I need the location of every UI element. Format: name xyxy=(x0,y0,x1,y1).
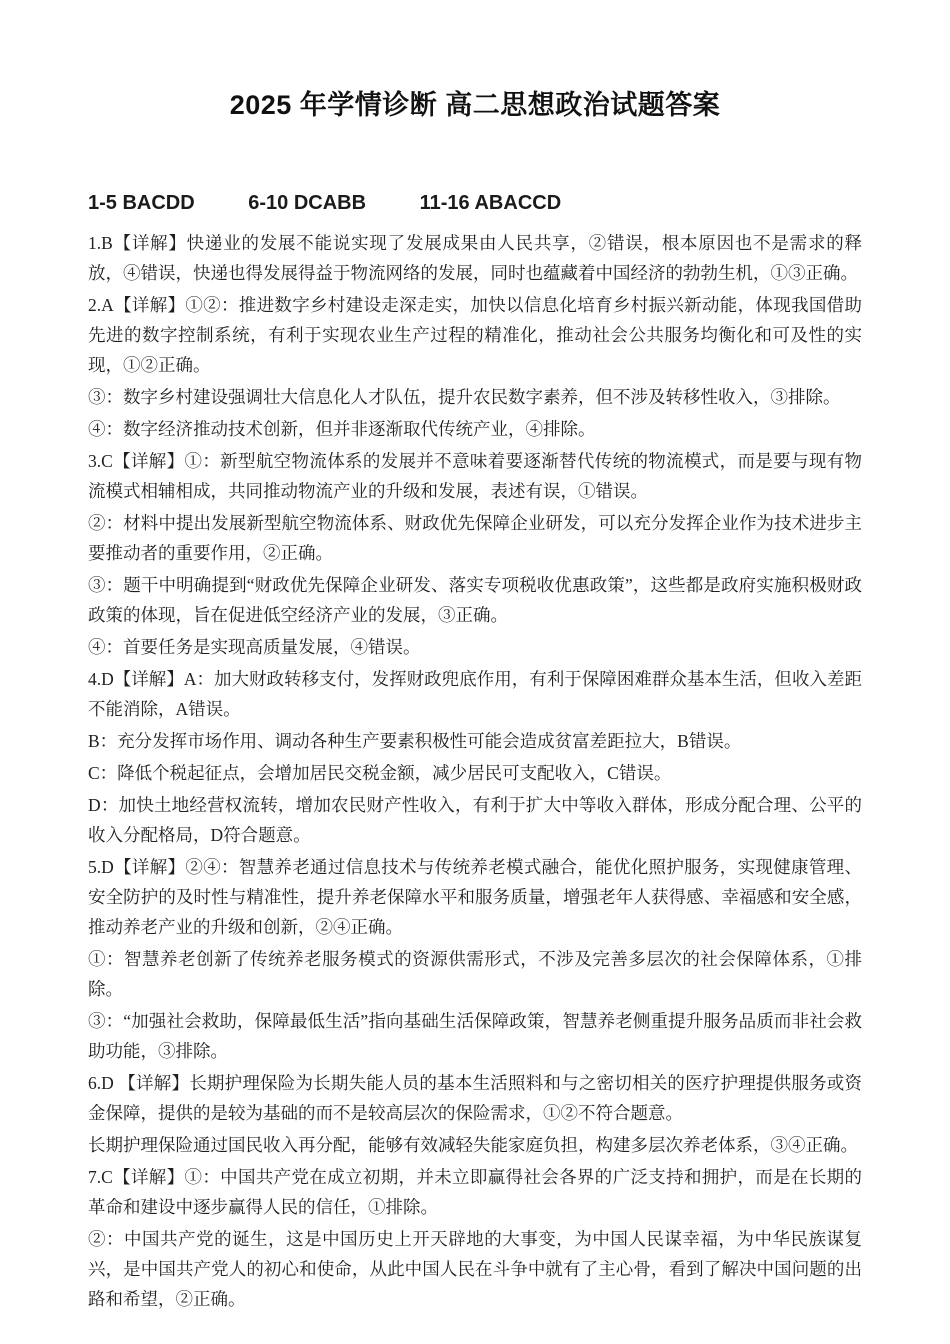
explanation-paragraph: 5.D【详解】②④：智慧养老通过信息技术与传统养老模式融合，能优化照护服务，实现健康管理、安全防护的及时性与精准性，提升养老保障水平和服务质量，增强老年人获得感、幸福感和安全感，推动养老产业的升级和创新，②④正确。 xyxy=(88,857,862,937)
explanations-body xyxy=(88,228,862,1314)
answer-key-summary xyxy=(88,190,862,216)
section-question-3 xyxy=(88,446,862,662)
explanation-paragraph: 1.B【详解】快递业的发展不能说实现了发展成果由人民共享，②错误，根本原因也不是需求的释放，④错误，快递也得发展得益于物流网络的发展，同时也蕴藏着中国经济的勃勃生机，①③正确。 xyxy=(88,233,862,283)
explanation-paragraph: ②：材料中提出发展新型航空物流体系、财政优先保障企业研发，可以充分发挥企业作为技术进步主要推动者的重要作用，②正确。 xyxy=(88,513,862,563)
explanation-paragraph: B：充分发挥市场作用、调动各种生产要素积极性可能会造成贫富差距拉大，B错误。 xyxy=(88,731,742,751)
explanation-paragraph: ③：数字乡村建设强调壮大信息化人才队伍，提升农民数字素养，但不涉及转移性收入，③排除。 xyxy=(88,387,841,407)
explanation-paragraph: ③：“加强社会救助，保障最低生活”指向基础生活保障政策，智慧养老侧重提升服务品质而非社会救助功能，③排除。 xyxy=(88,1011,862,1061)
explanation-paragraph: ③：题干中明确提到“财政优先保障企业研发、落实专项税收优惠政策”，这些都是政府实施积极财政政策的体现，旨在促进低空经济产业的发展，③正确。 xyxy=(88,575,862,625)
explanation-paragraph: 长期护理保险通过国民收入再分配，能够有效减轻失能家庭负担，构建多层次养老体系，③④正确。 xyxy=(88,1135,858,1155)
explanation-paragraph: D：加快土地经营权流转，增加农民财产性收入，有利于扩大中等收入群体，形成分配合理、公平的收入分配格局，D符合题意。 xyxy=(88,795,862,845)
explanation-paragraph: C：降低个税起征点，会增加居民交税金额，减少居民可支配收入，C错误。 xyxy=(88,763,672,783)
answer-group-11-16: 11-16 ABACCD xyxy=(419,192,562,214)
section-question-6 xyxy=(88,1068,862,1160)
page-title: 2025 年学情诊断 高二思想政治试题答案 xyxy=(229,90,721,120)
explanation-paragraph: 4.D【详解】A：加大财政转移支付，发挥财政兜底作用，有利于保障困难群众基本生活，但收入差距不能消除，A错误。 xyxy=(88,669,862,719)
explanation-paragraph: 3.C【详解】①：新型航空物流体系的发展并不意味着要逐渐替代传统的物流模式，而是要与现有物流模式相辅相成，共同推动物流产业的升级和发展，表述有误，①错误。 xyxy=(88,451,862,501)
explanation-paragraph: ②：中国共产党的诞生，这是中国历史上开天辟地的大事变，为中国人民谋幸福，为中华民族谋复兴，是中国共产党人的初心和使命，从此中国人民在斗争中就有了主心骨，看到了解决中国问题的出路和希望，②正确。 xyxy=(88,1229,862,1309)
explanation-paragraph: ①：智慧养老创新了传统养老服务模式的资源供需形式，不涉及完善多层次的社会保障体系，①排除。 xyxy=(88,949,862,999)
section-question-1 xyxy=(88,228,862,288)
explanation-paragraph: ④：首要任务是实现高质量发展，④错误。 xyxy=(88,637,421,657)
section-question-5 xyxy=(88,852,862,1066)
section-question-2 xyxy=(88,290,862,444)
section-question-4 xyxy=(88,664,862,850)
answer-group-6-10: 6-10 DCABB xyxy=(248,192,367,214)
explanation-paragraph: 7.C【详解】①：中国共产党在成立初期，并未立即赢得社会各界的广泛支持和拥护，而是在长期的革命和建设中逐步赢得人民的信任，①排除。 xyxy=(88,1167,862,1217)
explanation-paragraph: ④：数字经济推动技术创新，但并非逐渐取代传统产业，④排除。 xyxy=(88,419,596,439)
section-question-7 xyxy=(88,1162,862,1314)
answer-group-1-5: 1-5 BACDD xyxy=(88,192,195,214)
explanation-paragraph: 6.D 【详解】长期护理保险为长期失能人员的基本生活照料和与之密切相关的医疗护理提供服务或资金保障，提供的是较为基础的而不是较高层次的保险需求，①②不符合题意。 xyxy=(88,1073,862,1123)
explanation-paragraph: 2.A【详解】①②：推进数字乡村建设走深走实，加快以信息化培育乡村振兴新动能，体现我国借助先进的数字控制系统，有利于实现农业生产过程的精准化，推动社会公共服务均衡化和可及性的实现，①②正确。 xyxy=(88,295,862,375)
